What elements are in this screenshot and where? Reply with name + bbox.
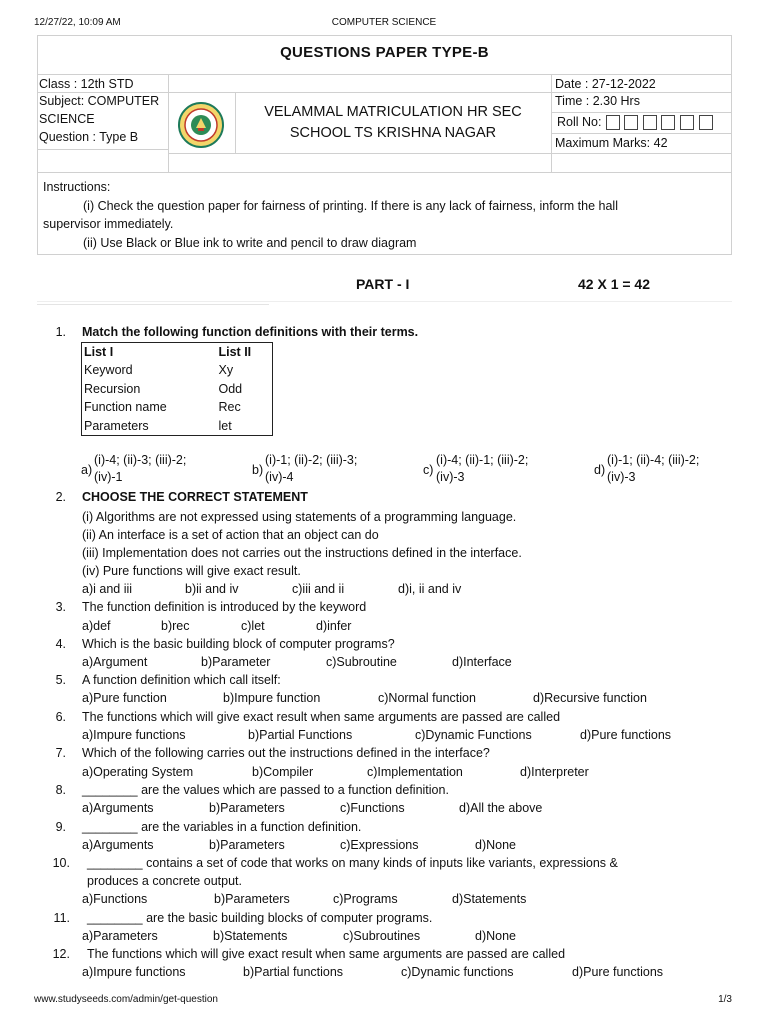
table-cell: Rec <box>218 400 241 415</box>
table-cell: Keyword <box>84 363 133 378</box>
statement: (iii) Implementation does not carries out the instructions defined in the interface. <box>82 546 522 560</box>
school-logo <box>177 101 225 149</box>
option-a[interactable]: a)Impure functions <box>82 728 186 742</box>
option-c[interactable]: c)Normal function <box>378 691 476 705</box>
option-text: (i)-4; (ii)-3; (iii)-2; (iv)-1 <box>94 453 187 484</box>
option-c[interactable]: c)Dynamic Functions <box>415 728 532 742</box>
option-b[interactable]: b)Impure function <box>223 691 321 705</box>
option-label: c) <box>423 463 434 477</box>
question-text: Match the following function definitions with their terms. <box>82 325 419 339</box>
table-header-cell: List II <box>218 345 252 359</box>
table-cell: Recursion <box>84 381 141 396</box>
school-name-line2: SCHOOL TS KRISHNA NAGAR <box>289 125 497 141</box>
roll-no-box[interactable] <box>624 115 638 130</box>
question-text: ________ are the basic building blocks of computer programs. <box>87 911 433 925</box>
school-name <box>236 102 550 144</box>
question-number: 6. <box>55 710 66 724</box>
option-c[interactable]: c)Implementation <box>367 765 463 779</box>
part-marks: 42 X 1 = 42 <box>578 276 651 292</box>
option-a[interactable]: a)Arguments <box>82 801 154 815</box>
divider <box>37 172 732 173</box>
option-b[interactable]: b)Partial functions <box>243 965 344 979</box>
roll-no-label: Roll No: <box>557 115 602 129</box>
table-cell: let <box>218 418 232 433</box>
instruction-1: (i) Check the question paper for fairness of printing. If there is any lack of fairness, inform the hall <box>83 198 618 213</box>
question-text-cont: produces a concrete output. <box>87 874 242 888</box>
divider <box>37 304 269 305</box>
option-label: d) <box>594 463 606 477</box>
option-a[interactable]: a)Argument <box>82 655 148 669</box>
divider <box>168 153 551 154</box>
statement: (iv) Pure functions will give exact result. <box>82 564 301 578</box>
option-c[interactable]: c)Functions <box>340 801 405 815</box>
statement: (ii) An interface is a set of action that an object can do <box>82 528 379 542</box>
instructions <box>43 178 723 252</box>
roll-no-box[interactable] <box>680 115 694 130</box>
divider <box>168 74 169 172</box>
instructions-heading: Instructions: <box>43 180 111 194</box>
roll-no-box[interactable] <box>606 115 620 130</box>
option-c[interactable]: c)Programs <box>333 892 398 906</box>
question-number: 10. <box>52 856 70 870</box>
option-a[interactable]: a)Functions <box>82 892 148 906</box>
option-c[interactable]: c)Subroutine <box>326 655 397 669</box>
option-b[interactable]: b)Parameters <box>209 838 285 852</box>
question-text: The function definition is introduced by the keyword <box>82 600 367 614</box>
option-b[interactable]: b)Partial Functions <box>248 728 353 742</box>
question-number: 8. <box>55 783 66 797</box>
option-b[interactable]: b)Parameter <box>201 655 271 669</box>
option-label: a) <box>81 463 93 477</box>
option-d[interactable]: d)None <box>475 838 516 852</box>
option-d[interactable]: d)All the above <box>459 801 543 815</box>
option-d[interactable]: d)Statements <box>452 892 527 906</box>
print-datetime: 12/27/22, 10:09 AM <box>34 17 121 28</box>
print-page-number: 1/3 <box>718 994 732 1005</box>
question-text: ________ contains a set of code that works on many kinds of inputs like variants, expressions & <box>87 856 618 870</box>
subject-label: Subject: COMPUTER <box>39 94 160 108</box>
question-number: 11. <box>53 911 70 925</box>
table-row <box>82 417 273 436</box>
option-d[interactable]: d)infer <box>316 619 352 633</box>
option-b[interactable]: b)rec <box>161 619 190 633</box>
question-text: A function definition which call itself: <box>82 673 281 687</box>
option-b[interactable]: b)ii and iv <box>185 582 239 596</box>
table-header-cell: List I <box>84 345 114 359</box>
option-c[interactable]: c)iii and ii <box>292 582 345 596</box>
question-number: 2. <box>55 490 66 504</box>
option-text: (i)-1; (ii)-2; (iii)-3; (iv)-4 <box>265 453 358 484</box>
option-b[interactable]: b)Compiler <box>252 765 314 779</box>
subject-label-cont: SCIENCE <box>39 112 95 126</box>
option-a[interactable]: a)Operating System <box>82 765 194 779</box>
instruction-2: (ii) Use Black or Blue ink to write and pencil to draw diagram <box>83 235 417 250</box>
table-row <box>82 380 273 399</box>
option-d[interactable]: d)Pure functions <box>572 965 664 979</box>
option-d[interactable]: d)i, ii and iv <box>398 582 462 596</box>
divider <box>551 74 552 172</box>
question-number: 5. <box>55 673 66 687</box>
option-d[interactable]: d)Interpreter <box>520 765 589 779</box>
table-row <box>82 398 273 417</box>
question-text: ________ are the variables in a function definition. <box>82 820 362 834</box>
option-d[interactable]: d)None <box>475 929 516 943</box>
statement: (i) Algorithms are not expressed using statements of a programming language. <box>82 510 517 524</box>
table-row <box>82 361 273 380</box>
option-a[interactable]: a)Pure function <box>82 691 167 705</box>
option-c[interactable]: c)Dynamic functions <box>401 965 514 979</box>
class-label: Class : 12th STD <box>39 77 134 91</box>
option-a[interactable]: a)i and iii <box>82 582 133 596</box>
question-text: The functions which will give exact result when same arguments are passed are called <box>82 710 561 724</box>
part-title: PART - I <box>356 276 410 292</box>
option-c[interactable]: c)let <box>241 619 265 633</box>
table-cell: Parameters <box>84 418 149 433</box>
option-c[interactable]: c)Expressions <box>340 838 419 852</box>
question-number: 3. <box>55 600 66 614</box>
question-type: Question : Type B <box>39 130 139 144</box>
question-text: CHOOSE THE CORRECT STATEMENT <box>82 490 308 504</box>
option-d[interactable]: d)Pure functions <box>580 728 672 742</box>
option-text: (i)-4; (ii)-1; (iii)-2; (iv)-3 <box>436 453 529 484</box>
divider <box>37 149 168 150</box>
option-c[interactable]: c)Subroutines <box>343 929 421 943</box>
roll-no-box[interactable] <box>643 115 657 130</box>
question-text: Which is the basic building block of computer programs? <box>82 637 395 651</box>
option-d[interactable]: d)Interface <box>452 655 512 669</box>
exam-time: Time : 2.30 Hrs <box>555 94 640 108</box>
option-d[interactable]: d)Recursive function <box>533 691 647 705</box>
option-b[interactable]: b)Statements <box>213 929 288 943</box>
divider <box>168 92 551 93</box>
divider <box>37 301 732 302</box>
paper-title: QUESTIONS PAPER TYPE-B <box>280 44 489 61</box>
divider <box>551 153 732 154</box>
roll-no-box[interactable] <box>661 115 675 130</box>
question-number: 12. <box>52 947 70 961</box>
print-url: www.studyseeds.com/admin/get-question <box>34 994 218 1005</box>
table-cell: Odd <box>218 381 243 396</box>
table-cell: Xy <box>218 363 234 378</box>
question-number: 9. <box>55 820 66 834</box>
print-title: COMPUTER SCIENCE <box>331 17 437 28</box>
option-a[interactable]: a)Parameters <box>82 929 158 943</box>
option-a[interactable]: a)Arguments <box>82 838 154 852</box>
table-cell: Function name <box>84 400 167 415</box>
exam-date: Date : 27-12-2022 <box>555 77 656 91</box>
instruction-1-cont: supervisor immediately. <box>43 217 174 231</box>
match-table <box>81 342 273 436</box>
table-header-row <box>82 343 273 362</box>
option-a[interactable]: a)def <box>82 619 111 633</box>
question-number: 4. <box>55 637 66 651</box>
option-a[interactable]: a)Impure functions <box>82 965 186 979</box>
question-text: Which of the following carries out the instructions defined in the interface? <box>82 746 490 760</box>
roll-no-box[interactable] <box>699 115 713 130</box>
question-text: The functions which will give exact result when same arguments are passed are called <box>87 947 566 961</box>
question-text: ________ are the values which are passed to a function definition. <box>82 783 449 797</box>
question-number: 1. <box>55 325 66 339</box>
maximum-marks: Maximum Marks: 42 <box>555 136 668 150</box>
option-label: b) <box>252 463 264 477</box>
option-b[interactable]: b)Parameters <box>214 892 290 906</box>
option-text: (i)-1; (ii)-4; (iii)-2; (iv)-3 <box>607 453 700 484</box>
question-number: 7. <box>55 746 66 760</box>
option-b[interactable]: b)Parameters <box>209 801 285 815</box>
school-name-line1: VELAMMAL MATRICULATION HR SEC <box>264 104 522 120</box>
